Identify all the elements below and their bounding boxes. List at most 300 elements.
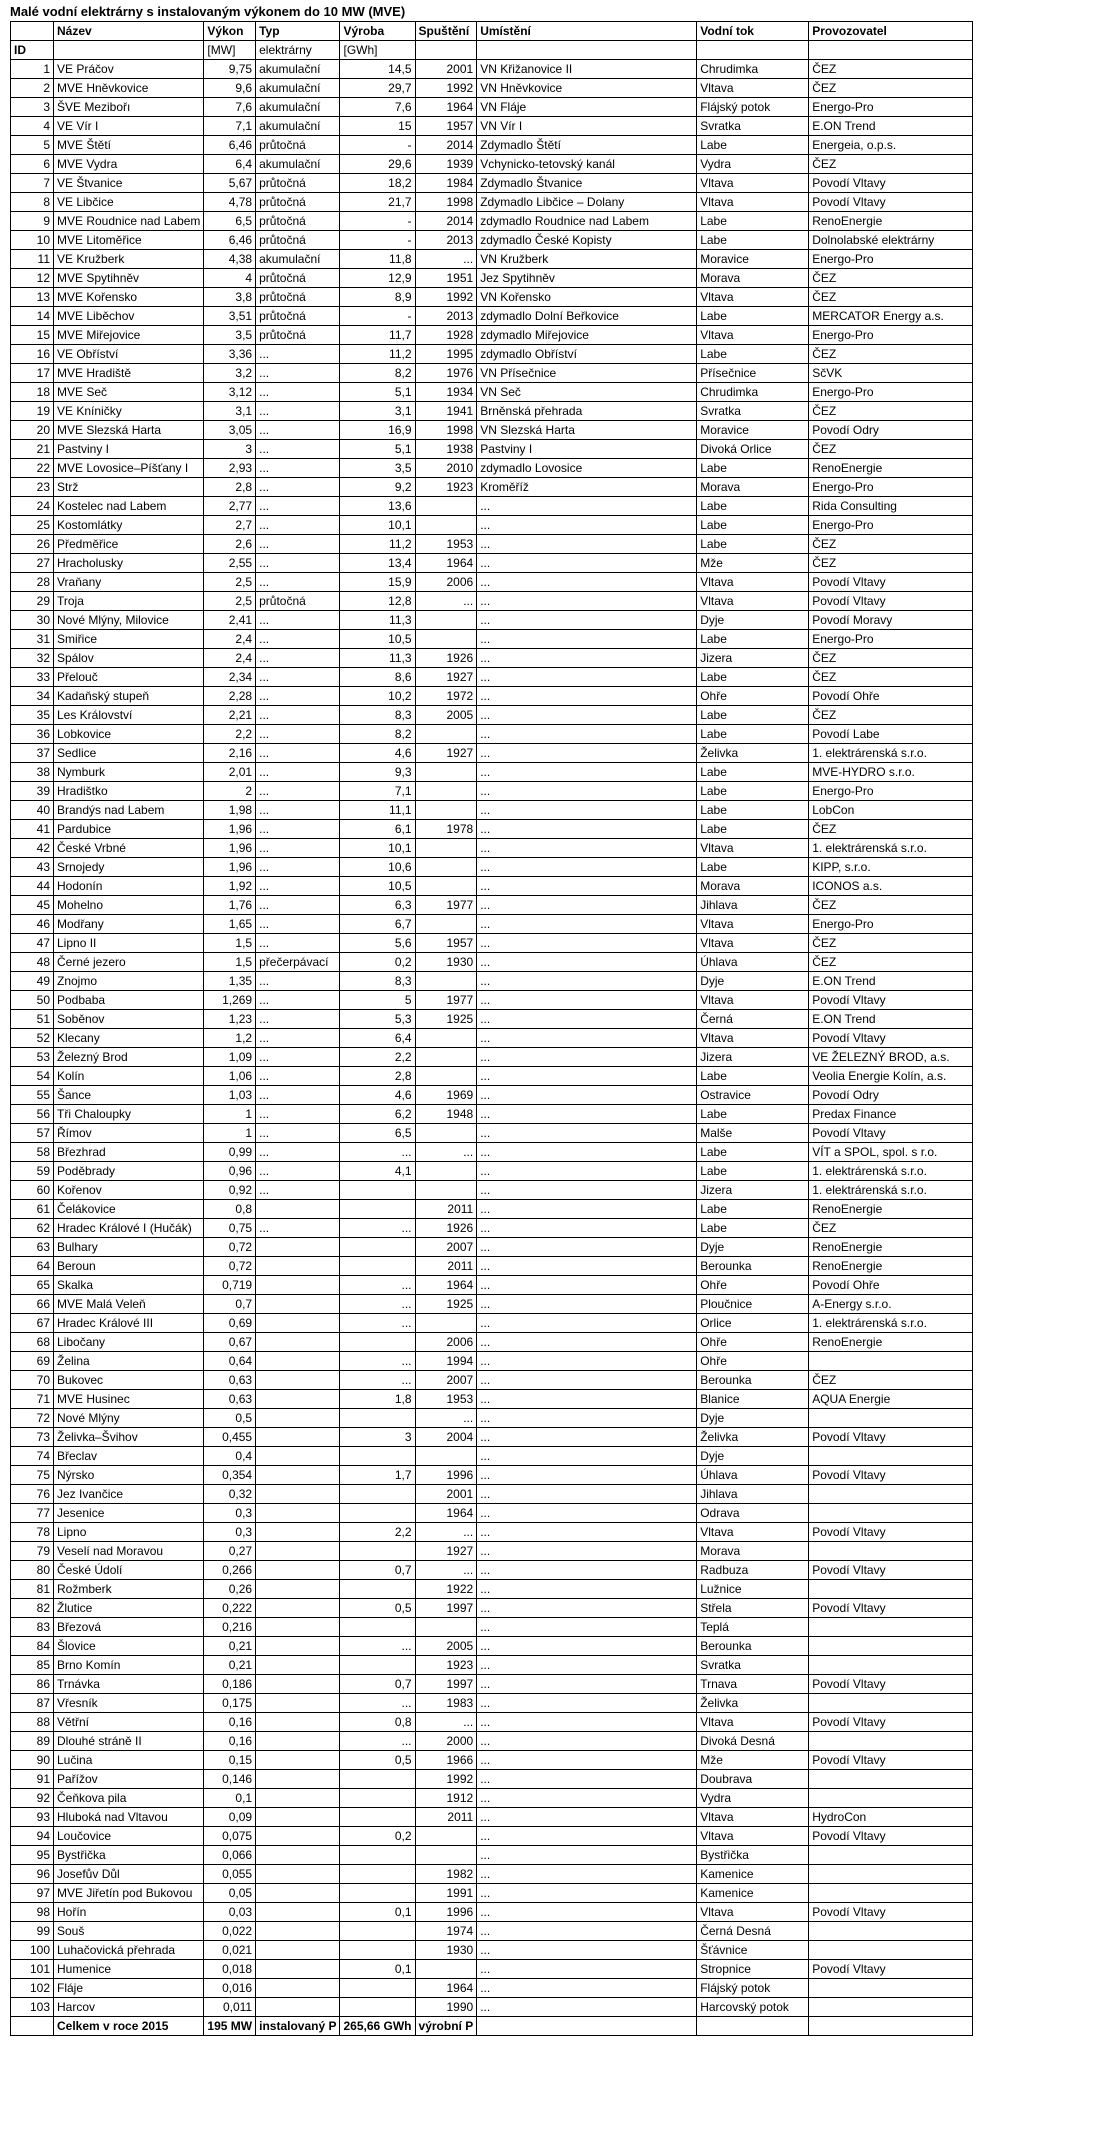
table-row	[11, 1922, 973, 1941]
cell-name: Pardubice	[54, 820, 204, 839]
cell-start: ...	[415, 1561, 477, 1580]
cell-operator: Povodí Odry	[809, 421, 973, 440]
cell-id: 15	[11, 326, 54, 345]
cell-start: 1992	[415, 288, 477, 307]
unit-cell-production: [GWh]	[340, 41, 415, 60]
cell-operator	[809, 1846, 973, 1865]
table-row	[11, 1827, 973, 1846]
table-row	[11, 1314, 973, 1333]
cell-type: ...	[256, 535, 340, 554]
cell-type: ...	[256, 1143, 340, 1162]
cell-power: 2,55	[204, 554, 256, 573]
cell-id: 43	[11, 858, 54, 877]
cell-power: 0,011	[204, 1998, 256, 2017]
table-row	[11, 573, 973, 592]
cell-production: 0,8	[340, 1713, 415, 1732]
cell-start: 1983	[415, 1694, 477, 1713]
cell-river: Vltava	[697, 1029, 809, 1048]
cell-operator: Energo-Pro	[809, 782, 973, 801]
cell-production: ...	[340, 1352, 415, 1371]
cell-river: Ohře	[697, 1276, 809, 1295]
cell-id: 17	[11, 364, 54, 383]
cell-type: ...	[256, 1086, 340, 1105]
cell-location: ...	[477, 1979, 697, 1998]
cell-power: 3,1	[204, 402, 256, 421]
table-row	[11, 1143, 973, 1162]
cell-river: Morava	[697, 269, 809, 288]
cell-river: Labe	[697, 820, 809, 839]
cell-start: 2014	[415, 136, 477, 155]
cell-power: 0,96	[204, 1162, 256, 1181]
table-row	[11, 1751, 973, 1770]
cell-power: 0,018	[204, 1960, 256, 1979]
cell-power: 3,05	[204, 421, 256, 440]
cell-river: Vltava	[697, 1808, 809, 1827]
cell-operator: Energo-Pro	[809, 478, 973, 497]
cell-location: VN Kružberk	[477, 250, 697, 269]
cell-location: VN Hněvkovice	[477, 79, 697, 98]
cell-location: ...	[477, 706, 697, 725]
cell-operator: Energo-Pro	[809, 383, 973, 402]
cell-power: 0,4	[204, 1447, 256, 1466]
cell-start	[415, 1124, 477, 1143]
cell-start: 1964	[415, 1276, 477, 1295]
cell-name: Žlutice	[54, 1599, 204, 1618]
sheet-title: Malé vodní elektrárny s instalovaným výkonem do 10 MW (MVE)	[10, 4, 406, 19]
table-row	[11, 839, 973, 858]
cell-river: Lužnice	[697, 1580, 809, 1599]
cell-type: ...	[256, 364, 340, 383]
cell-power: 0,186	[204, 1675, 256, 1694]
cell-operator: Povodí Vltavy	[809, 1675, 973, 1694]
table-row	[11, 288, 973, 307]
cell-operator: ČEZ	[809, 1219, 973, 1238]
cell-operator: Predax Finance	[809, 1105, 973, 1124]
unit-cell-type: elektrárny	[256, 41, 340, 60]
cell-type	[256, 1675, 340, 1694]
cell-power: 0,75	[204, 1219, 256, 1238]
table-row	[11, 744, 973, 763]
unit-cell-start	[415, 41, 477, 60]
cell-id: 53	[11, 1048, 54, 1067]
cell-location: ...	[477, 592, 697, 611]
cell-start	[415, 1048, 477, 1067]
table-row	[11, 706, 973, 725]
cell-id: 21	[11, 440, 54, 459]
cell-power: 3,51	[204, 307, 256, 326]
cell-operator: ČEZ	[809, 535, 973, 554]
cell-production: 3	[340, 1428, 415, 1447]
cell-location: ...	[477, 1789, 697, 1808]
cell-start: 2013	[415, 231, 477, 250]
cell-name: Poděbrady	[54, 1162, 204, 1181]
cell-type: průtočná	[256, 592, 340, 611]
cell-name: Kostelec nad Labem	[54, 497, 204, 516]
cell-production: 8,2	[340, 364, 415, 383]
cell-power: 6,5	[204, 212, 256, 231]
cell-operator: 1. elektrárenská s.r.o.	[809, 1162, 973, 1181]
cell-location: ...	[477, 1485, 697, 1504]
cell-type: ...	[256, 573, 340, 592]
cell-river: Berounka	[697, 1371, 809, 1390]
cell-id: 45	[11, 896, 54, 915]
cell-name: Kolín	[54, 1067, 204, 1086]
cell-power: 0,266	[204, 1561, 256, 1580]
cell-name: Hodonín	[54, 877, 204, 896]
cell-location: ...	[477, 725, 697, 744]
table-row	[11, 402, 973, 421]
cell-power: 2,01	[204, 763, 256, 782]
cell-name: Tři Chaloupky	[54, 1105, 204, 1124]
cell-id: 59	[11, 1162, 54, 1181]
cell-river: Jizera	[697, 1181, 809, 1200]
table-row	[11, 364, 973, 383]
cell-operator: E.ON Trend	[809, 1010, 973, 1029]
cell-name: Mohelno	[54, 896, 204, 915]
header-cell-id-blank	[11, 22, 54, 41]
cell-power: 1,65	[204, 915, 256, 934]
cell-power: 0,63	[204, 1390, 256, 1409]
cell-production	[340, 1846, 415, 1865]
cell-name: Římov	[54, 1124, 204, 1143]
cell-name: Troja	[54, 592, 204, 611]
table-row	[11, 1333, 973, 1352]
cell-name: Želina	[54, 1352, 204, 1371]
cell-start: 2004	[415, 1428, 477, 1447]
table-row	[11, 307, 973, 326]
cell-start: 1927	[415, 744, 477, 763]
total-cell-empty	[809, 2017, 973, 2036]
cell-type: ...	[256, 516, 340, 535]
cell-id: 66	[11, 1295, 54, 1314]
table-row	[11, 1390, 973, 1409]
cell-type	[256, 1941, 340, 1960]
cell-river: Jihlava	[697, 1485, 809, 1504]
cell-name: Beroun	[54, 1257, 204, 1276]
cell-operator: ČEZ	[809, 269, 973, 288]
cell-operator	[809, 1941, 973, 1960]
cell-location: ...	[477, 1352, 697, 1371]
cell-operator: ČEZ	[809, 649, 973, 668]
cell-location: ...	[477, 1447, 697, 1466]
cell-operator	[809, 1979, 973, 1998]
cell-type	[256, 1998, 340, 2017]
cell-operator: Veolia Energie Kolín, a.s.	[809, 1067, 973, 1086]
cell-name: Hradec Králové I (Hučák)	[54, 1219, 204, 1238]
cell-location: ...	[477, 1124, 697, 1143]
cell-production: 0,7	[340, 1675, 415, 1694]
cell-type: ...	[256, 1105, 340, 1124]
cell-river: Labe	[697, 212, 809, 231]
cell-id: 9	[11, 212, 54, 231]
cell-start: 1934	[415, 383, 477, 402]
cell-type: akumulační	[256, 60, 340, 79]
cell-river: Orlice	[697, 1314, 809, 1333]
cell-production: 5,6	[340, 934, 415, 953]
cell-operator: KIPP, s.r.o.	[809, 858, 973, 877]
table-row	[11, 1599, 973, 1618]
cell-location: ...	[477, 668, 697, 687]
cell-start	[415, 877, 477, 896]
cell-river: Chrudimka	[697, 383, 809, 402]
cell-power: 2	[204, 782, 256, 801]
cell-river: Dyje	[697, 972, 809, 991]
cell-operator: LobCon	[809, 801, 973, 820]
cell-production: 5,1	[340, 440, 415, 459]
cell-name: Nové Mlýny, Milovice	[54, 611, 204, 630]
cell-start: ...	[415, 1523, 477, 1542]
cell-production: ...	[340, 1637, 415, 1656]
cell-power: 1,96	[204, 839, 256, 858]
cell-river: Úhlava	[697, 953, 809, 972]
table-row	[11, 174, 973, 193]
cell-power: 1,23	[204, 1010, 256, 1029]
cell-production	[340, 1485, 415, 1504]
cell-start	[415, 858, 477, 877]
table-row	[11, 1200, 973, 1219]
cell-name: Fláje	[54, 1979, 204, 1998]
cell-power: 0,016	[204, 1979, 256, 1998]
cell-power: 0,075	[204, 1827, 256, 1846]
cell-location: Zdymadlo Libčice – Dolany	[477, 193, 697, 212]
cell-operator	[809, 1637, 973, 1656]
cell-operator: Povodí Vltavy	[809, 1599, 973, 1618]
cell-location: ...	[477, 516, 697, 535]
cell-production: 9,3	[340, 763, 415, 782]
cell-river: Labe	[697, 763, 809, 782]
cell-name: Souš	[54, 1922, 204, 1941]
cell-river: Teplá	[697, 1618, 809, 1637]
cell-id: 87	[11, 1694, 54, 1713]
cell-start: 2007	[415, 1371, 477, 1390]
cell-power: 3,2	[204, 364, 256, 383]
cell-start	[415, 1181, 477, 1200]
cell-start: 2005	[415, 1637, 477, 1656]
cell-name: MVE Lovosice–Píšťany I	[54, 459, 204, 478]
cell-id: 47	[11, 934, 54, 953]
cell-id: 71	[11, 1390, 54, 1409]
cell-power: 2,6	[204, 535, 256, 554]
table-row	[11, 79, 973, 98]
cell-start: 1926	[415, 1219, 477, 1238]
table-row	[11, 592, 973, 611]
table-row	[11, 155, 973, 174]
cell-river: Vydra	[697, 155, 809, 174]
cell-operator: Povodí Vltavy	[809, 1903, 973, 1922]
cell-name: MVE Litoměřice	[54, 231, 204, 250]
cell-name: Čeňkova pila	[54, 1789, 204, 1808]
cell-id: 78	[11, 1523, 54, 1542]
table-row	[11, 1846, 973, 1865]
cell-start: ...	[415, 1143, 477, 1162]
cell-power: 3	[204, 440, 256, 459]
cell-type: průtočná	[256, 307, 340, 326]
cell-power: 0,63	[204, 1371, 256, 1390]
cell-start: 1953	[415, 1390, 477, 1409]
table-row	[11, 1238, 973, 1257]
table-row	[11, 782, 973, 801]
cell-production: ...	[340, 1143, 415, 1162]
table-row	[11, 1998, 973, 2017]
table-row	[11, 1979, 973, 1998]
cell-type	[256, 1618, 340, 1637]
cell-operator: RenoEnergie	[809, 212, 973, 231]
cell-production: 8,3	[340, 706, 415, 725]
table-row	[11, 1124, 973, 1143]
cell-type	[256, 1371, 340, 1390]
cell-name: České Vrbné	[54, 839, 204, 858]
table-row	[11, 877, 973, 896]
cell-id: 27	[11, 554, 54, 573]
table-row	[11, 1808, 973, 1827]
cell-name: Čelákovice	[54, 1200, 204, 1219]
cell-river: Labe	[697, 725, 809, 744]
cell-location: Zdymadlo Štětí	[477, 136, 697, 155]
cell-type	[256, 1713, 340, 1732]
cell-name: MVE Vydra	[54, 155, 204, 174]
header-cell-id: ID	[11, 41, 54, 60]
cell-operator: Povodí Vltavy	[809, 1960, 973, 1979]
cell-river: Labe	[697, 801, 809, 820]
cell-name: Sedlice	[54, 744, 204, 763]
cell-id: 63	[11, 1238, 54, 1257]
cell-name: MVE Roudnice nad Labem	[54, 212, 204, 231]
cell-name: VE Kružberk	[54, 250, 204, 269]
cell-river: Vltava	[697, 1523, 809, 1542]
cell-id: 73	[11, 1428, 54, 1447]
cell-id: 7	[11, 174, 54, 193]
cell-production	[340, 1922, 415, 1941]
cell-id: 3	[11, 98, 54, 117]
cell-start: 1976	[415, 364, 477, 383]
cell-name: Březová	[54, 1618, 204, 1637]
cell-power: 0,21	[204, 1656, 256, 1675]
cell-location: ...	[477, 1732, 697, 1751]
cell-river: Berounka	[697, 1637, 809, 1656]
cell-location: ...	[477, 839, 697, 858]
cell-production: 0,5	[340, 1599, 415, 1618]
cell-river: Vltava	[697, 573, 809, 592]
cell-production	[340, 1200, 415, 1219]
cell-river: Vltava	[697, 991, 809, 1010]
cell-id: 25	[11, 516, 54, 535]
cell-location: ...	[477, 1523, 697, 1542]
cell-start: 1925	[415, 1295, 477, 1314]
cell-production: 8,2	[340, 725, 415, 744]
cell-river: Harcovský potok	[697, 1998, 809, 2017]
cell-type	[256, 1922, 340, 1941]
cell-power: 0,21	[204, 1637, 256, 1656]
cell-start: 2011	[415, 1808, 477, 1827]
total-power: 195 MW	[204, 2017, 256, 2036]
cell-type	[256, 1352, 340, 1371]
cell-id: 52	[11, 1029, 54, 1048]
cell-river: Chrudimka	[697, 60, 809, 79]
table-row	[11, 117, 973, 136]
cell-type: akumulační	[256, 155, 340, 174]
cell-production: 21,7	[340, 193, 415, 212]
cell-power: 6,46	[204, 231, 256, 250]
cell-type: ...	[256, 839, 340, 858]
cell-id: 76	[11, 1485, 54, 1504]
cell-type	[256, 1200, 340, 1219]
cell-id: 57	[11, 1124, 54, 1143]
cell-operator: Povodí Vltavy	[809, 1523, 973, 1542]
cell-id: 44	[11, 877, 54, 896]
cell-river: Ploučnice	[697, 1295, 809, 1314]
cell-river: Vydra	[697, 1789, 809, 1808]
cell-river: Vltava	[697, 934, 809, 953]
cell-production: 11,2	[340, 345, 415, 364]
cell-id: 30	[11, 611, 54, 630]
cell-power: 0,8	[204, 1200, 256, 1219]
cell-river: Vltava	[697, 592, 809, 611]
cell-operator: Dolnolabské elektrárny	[809, 231, 973, 250]
cell-production: 13,4	[340, 554, 415, 573]
cell-river: Moravice	[697, 421, 809, 440]
cell-production: 6,3	[340, 896, 415, 915]
cell-type: ...	[256, 744, 340, 763]
cell-name: VE Štvanice	[54, 174, 204, 193]
cell-start: 1927	[415, 1542, 477, 1561]
cell-name: Hořín	[54, 1903, 204, 1922]
cell-start: 1927	[415, 668, 477, 687]
cell-name: Černé jezero	[54, 953, 204, 972]
table-row	[11, 1941, 973, 1960]
cell-type: ...	[256, 1048, 340, 1067]
cell-type	[256, 1333, 340, 1352]
cell-name: Brandýs nad Labem	[54, 801, 204, 820]
cell-power: 0,99	[204, 1143, 256, 1162]
cell-location: Brněnská přehrada	[477, 402, 697, 421]
table-row	[11, 896, 973, 915]
cell-id: 77	[11, 1504, 54, 1523]
cell-river: Střela	[697, 1599, 809, 1618]
cell-river: Morava	[697, 478, 809, 497]
cell-production	[340, 1257, 415, 1276]
table-row	[11, 1010, 973, 1029]
cell-power: 0,354	[204, 1466, 256, 1485]
cell-production: 16,9	[340, 421, 415, 440]
cell-power: 6,4	[204, 155, 256, 174]
cell-start: 1948	[415, 1105, 477, 1124]
cell-production	[340, 1504, 415, 1523]
cell-start: 1998	[415, 421, 477, 440]
cell-location: ...	[477, 1865, 697, 1884]
cell-start: 1998	[415, 193, 477, 212]
cell-location: ...	[477, 1238, 697, 1257]
cell-river: Jizera	[697, 1048, 809, 1067]
cell-power: 0,72	[204, 1238, 256, 1257]
cell-location: ...	[477, 1637, 697, 1656]
cell-type	[256, 1884, 340, 1903]
table-row	[11, 915, 973, 934]
table-row	[11, 269, 973, 288]
cell-start: 1991	[415, 1884, 477, 1903]
cell-id: 29	[11, 592, 54, 611]
cell-river: Vltava	[697, 1713, 809, 1732]
cell-operator: RenoEnergie	[809, 1257, 973, 1276]
cell-power: 0,32	[204, 1485, 256, 1504]
cell-start: 1912	[415, 1789, 477, 1808]
cell-start: ...	[415, 250, 477, 269]
cell-production: 0,5	[340, 1751, 415, 1770]
cell-power: 2,21	[204, 706, 256, 725]
cell-river: Úhlava	[697, 1466, 809, 1485]
table-row	[11, 649, 973, 668]
cell-id: 6	[11, 155, 54, 174]
cell-location: ...	[477, 1713, 697, 1732]
